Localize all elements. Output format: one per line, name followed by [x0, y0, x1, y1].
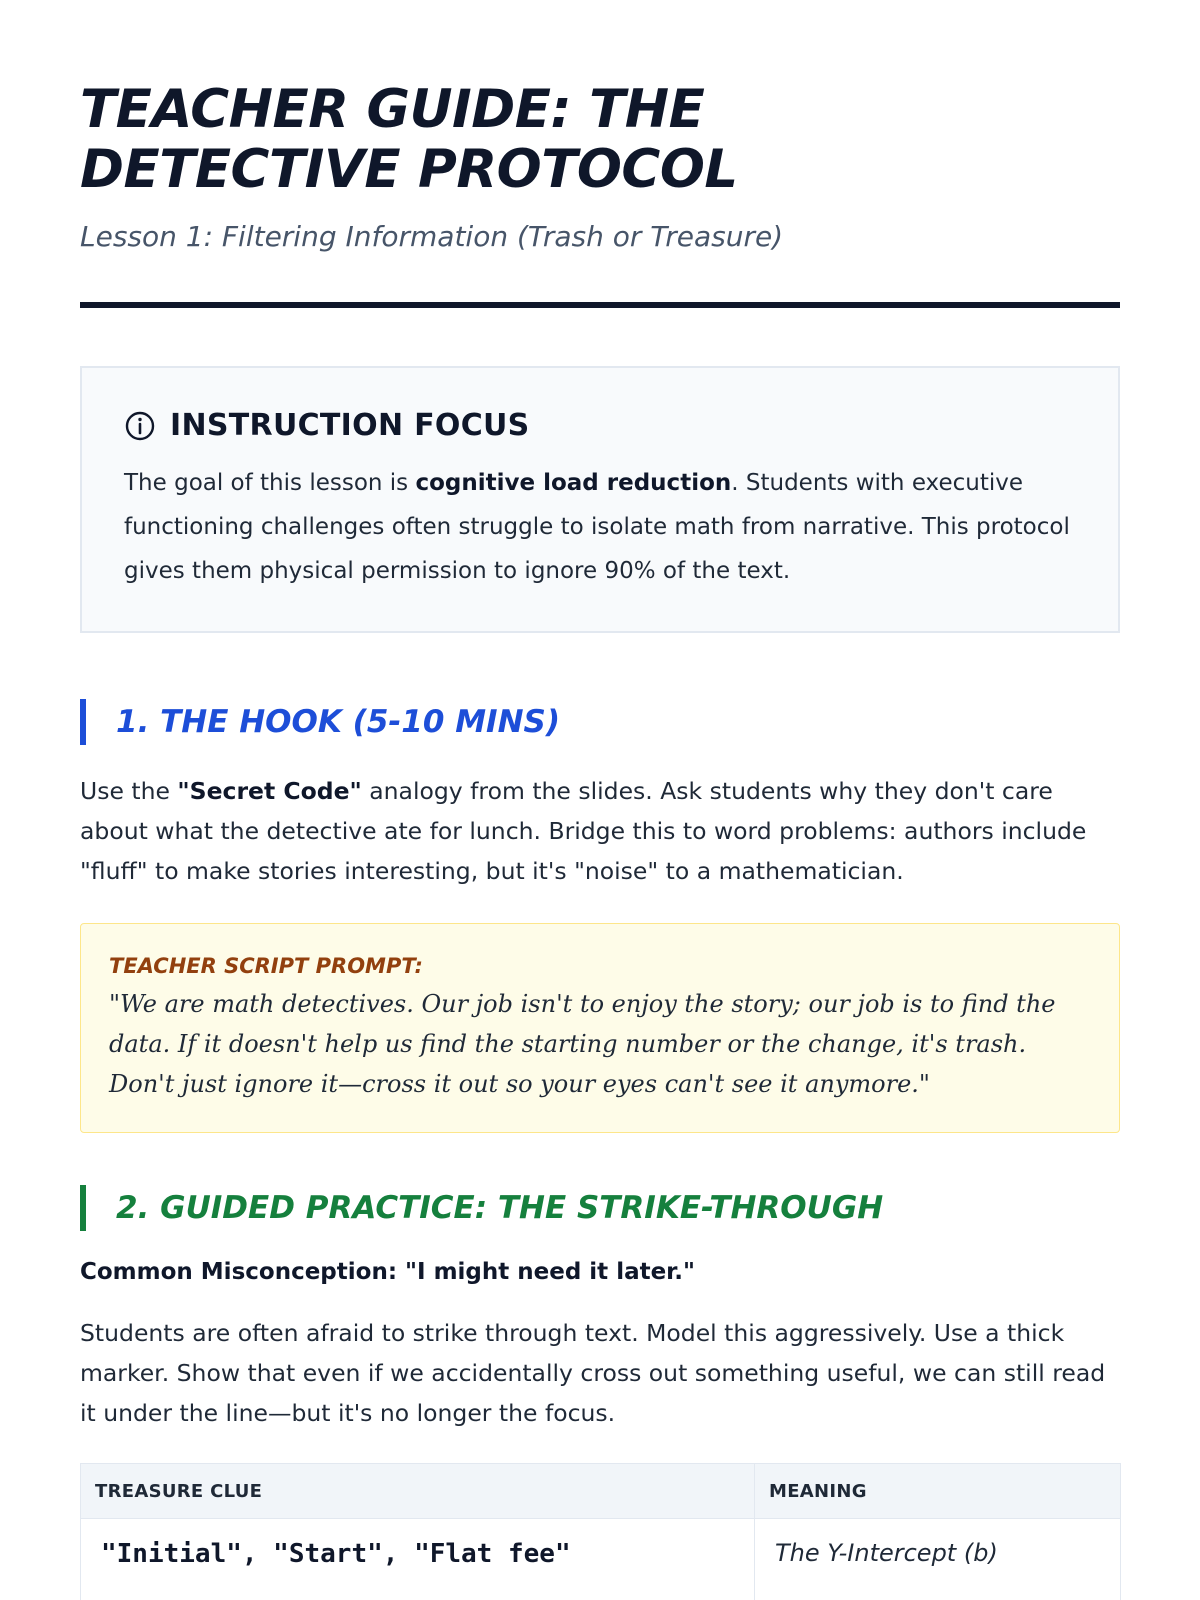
hook-para-before: Use the [80, 777, 178, 805]
teacher-script-text: "We are math detectives. Our job isn't to enjoy the story; our job is to find the data. If it doesn't help us find the starting number or the change, it's trash. Don't just ignore it—cross it out so your eyes can't see it anymore." [109, 990, 1056, 1098]
table-header-row [81, 1464, 1121, 1519]
meaning-text: The Y-Intercept (b) [775, 1539, 998, 1567]
table-row [81, 1519, 1121, 1600]
teacher-script-label: TEACHER SCRIPT PROMPT: [109, 954, 423, 978]
table-cell-clue [81, 1519, 755, 1600]
hook-para-after: analogy from the slides. Ask students why they don't care about what the detective ate for lunch. Bridge this to word problems: authors include "fluff" to make stories interesting, but it's "noise" to a mathematician. [80, 777, 1087, 885]
instruction-focus-box [80, 366, 1120, 633]
practice-heading-text: 2. GUIDED PRACTICE: THE STRIKE-THROUGH [116, 1190, 884, 1226]
treasure-clue-table [80, 1463, 1121, 1600]
focus-text-after: . Students with executive functioning challenges often struggle to isolate math from narrative. This protocol gives them physical permission to ignore 90% of the text. [124, 470, 1070, 584]
focus-text-bold: cognitive load reduction [415, 470, 732, 496]
hook-paragraph [80, 771, 1120, 891]
info-circle-icon [124, 410, 156, 442]
page-subtitle: Lesson 1: Filtering Information (Trash or Treasure) [80, 220, 784, 253]
instruction-focus-text [124, 461, 1076, 593]
column-header-meaning: MEANING [755, 1464, 1121, 1519]
clue-text: "Initial", "Start", "Flat fee" [101, 1539, 571, 1569]
focus-text-before: The goal of this lesson is [124, 470, 416, 496]
instruction-focus-title: INSTRUCTION FOCUS [170, 408, 530, 443]
page-title: TEACHER GUIDE: THE DETECTIVE PROTOCOL [80, 79, 738, 200]
misconception-heading: Common Misconception: "I might need it later." [80, 1259, 695, 1285]
title-divider [80, 302, 1120, 308]
practice-section-heading [80, 1185, 1120, 1231]
teacher-script-box [80, 923, 1120, 1133]
hook-heading-text: 1. THE HOOK (5-10 MINS) [116, 704, 561, 740]
instruction-focus-header [124, 408, 1076, 443]
practice-paragraph: Students are often afraid to strike through text. Model this aggressively. Use a thick marker. Show that even if we accidentally cross out something useful, we can still read it under the line—but it's no longer the focus. [80, 1319, 1106, 1427]
hook-para-bold: "Secret Code" [177, 777, 362, 805]
table-cell-meaning [755, 1519, 1121, 1600]
hook-section-heading [80, 699, 1120, 745]
column-header-clue: TREASURE CLUE [81, 1464, 755, 1519]
